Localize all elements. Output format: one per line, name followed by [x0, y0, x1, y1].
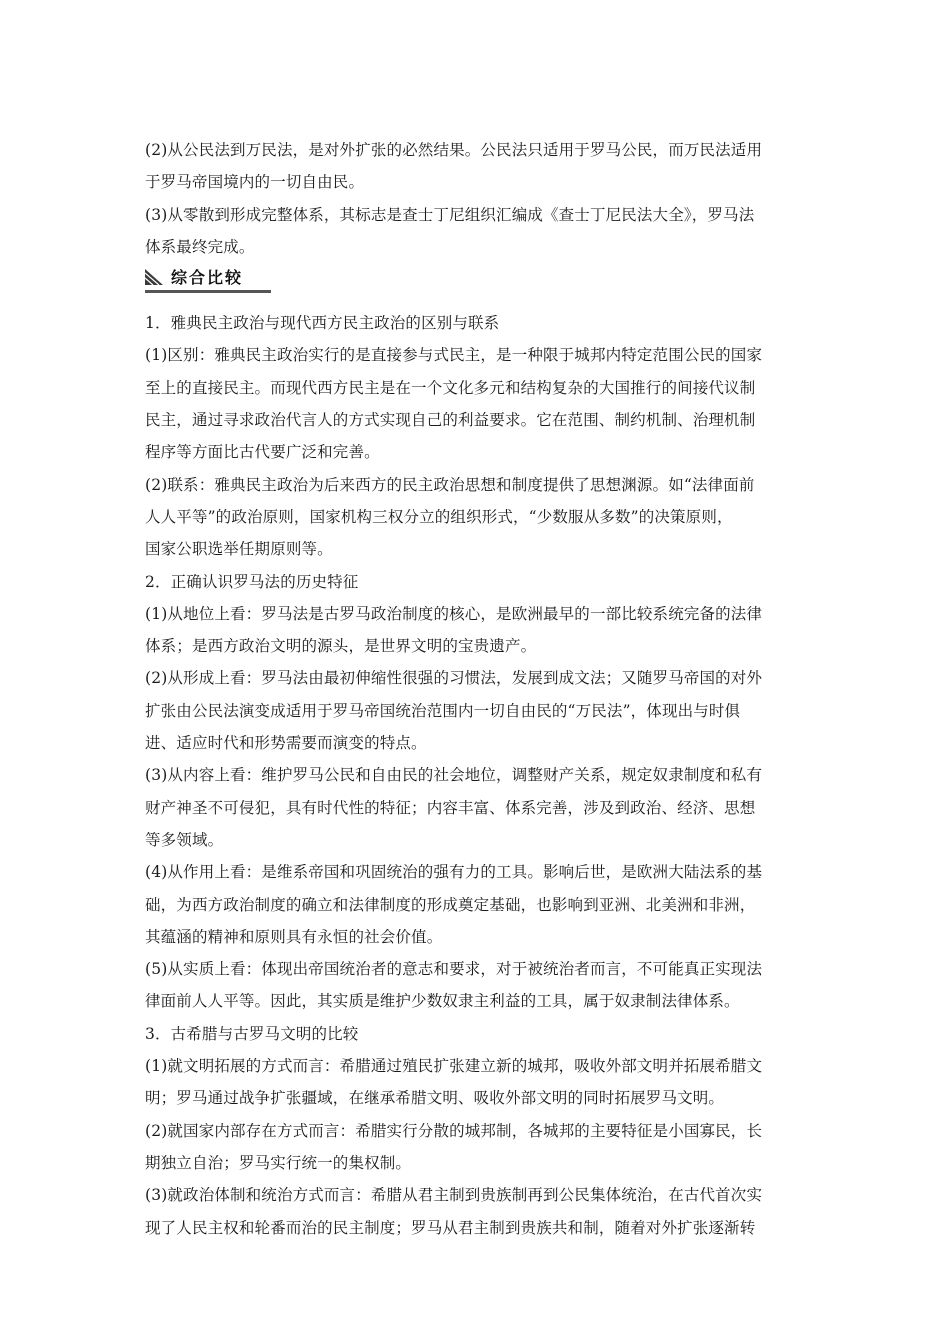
text-line: (1)从地位上看：罗马法是古罗马政治制度的核心，是欧洲最早的一部比较系统完备的法律 [145, 604, 763, 623]
text-line: 期独立自治；罗马实行统一的集权制。 [145, 1153, 412, 1172]
text-line: (2)就国家内部存在方式而言：希腊实行分散的城邦制，各城邦的主要特征是小国寡民，长 [145, 1121, 763, 1140]
section-heading-title: 综合比较 [171, 268, 244, 288]
text-line: 体系；是西方政治文明的源头，是世界文明的宝贵遗产。 [145, 637, 537, 656]
intro-paragraphs [145, 134, 808, 263]
text-line: 础，为西方政治制度的确立和法律制度的形成奠定基础，也影响到亚洲、北美洲和非洲， [145, 895, 756, 914]
text-line: (3)从内容上看：维护罗马公民和自由民的社会地位，调整财产关系，规定奴隶制度和私有 [145, 766, 763, 785]
text-line: 进、适应时代和形势需要而演变的特点。 [145, 734, 427, 753]
text-line: 民主，通过寻求政治代言人的方式实现自己的利益要求。它在范围、制约机制、治理机制 [145, 411, 756, 430]
text-line: 3．古希腊与古罗马文明的比较 [145, 1024, 359, 1043]
section-heading [145, 263, 808, 299]
text-line: 至上的直接民主。而现代西方民主是在一个文化多元和结构复杂的大国推行的间接代议制 [145, 378, 756, 397]
text-line: (4)从作用上看：是维系帝国和巩固统治的强有力的工具。影响后世，是欧洲大陆法系的基 [145, 863, 763, 882]
text-line: 于罗马帝国境内的一切自由民。 [145, 173, 365, 192]
body-paragraphs [145, 307, 808, 1244]
text-line: 人人平等”的政治原则，国家机构三权分立的组织形式，“少数服从多数”的决策原则， [145, 507, 733, 526]
text-line: (5)从实质上看：体现出帝国统治者的意志和要求，对于被统治者而言，不可能真正实现法 [145, 960, 763, 979]
text-line: (1)区别：雅典民主政治实行的是直接参与式民主，是一种限于城邦内特定范围公民的国家 [145, 346, 763, 365]
text-line: 体系最终完成。 [145, 237, 255, 256]
text-line: 律面前人人平等。因此，其实质是维护少数奴隶主利益的工具，属于奴隶制法律体系。 [145, 992, 740, 1011]
text-line: 明；罗马通过战争扩张疆域，在继承希腊文明、吸收外部文明的同时拓展罗马文明。 [145, 1089, 725, 1108]
document-page [145, 134, 808, 1244]
text-line: (1)就文明拓展的方式而言：希腊通过殖民扩张建立新的城邦，吸收外部文明并拓展希腊文 [145, 1057, 763, 1076]
text-line: 现了人民主权和轮番而治的民主制度；罗马从君主制到贵族共和制，随着对外扩张逐渐转 [145, 1218, 756, 1237]
text-line: 等多领域。 [145, 830, 224, 849]
text-line: 程序等方面比古代要广泛和完善。 [145, 443, 380, 462]
text-line: (3)就政治体制和统治方式而言：希腊从君主制到贵族制再到公民集体统治，在古代首次实 [145, 1186, 763, 1205]
text-line: 其蕴涵的精神和原则具有永恒的社会价值。 [145, 927, 443, 946]
text-line: 2．正确认识罗马法的历史特征 [145, 572, 359, 591]
text-line: (2)联系：雅典民主政治为后来西方的民主政治思想和制度提供了思想渊源。如“法律面前 [145, 475, 755, 494]
heading-underline [145, 290, 271, 293]
text-line: 1．雅典民主政治与现代西方民主政治的区别与联系 [145, 314, 500, 333]
text-line: 财产神圣不可侵犯，具有时代性的特征；内容丰富、体系完善，涉及到政治、经济、思想 [145, 798, 756, 817]
text-line: (3)从零散到形成完整体系，其标志是查士丁尼组织汇编成《查士丁尼民法大全》，罗马法 [145, 205, 755, 224]
text-line: 国家公职选举任期原则等。 [145, 540, 333, 559]
text-line: 扩张由公民法演变成适用于罗马帝国统治范围内一切自由民的“万民法”，体现出与时俱 [145, 701, 741, 720]
diagonal-stripes-icon [145, 269, 163, 285]
text-line: (2)从公民法到万民法，是对外扩张的必然结果。公民法只适用于罗马公民，而万民法适用 [145, 141, 763, 159]
text-line: (2)从形成上看：罗马法由最初伸缩性很强的习惯法，发展到成文法；又随罗马帝国的对外 [145, 669, 763, 688]
